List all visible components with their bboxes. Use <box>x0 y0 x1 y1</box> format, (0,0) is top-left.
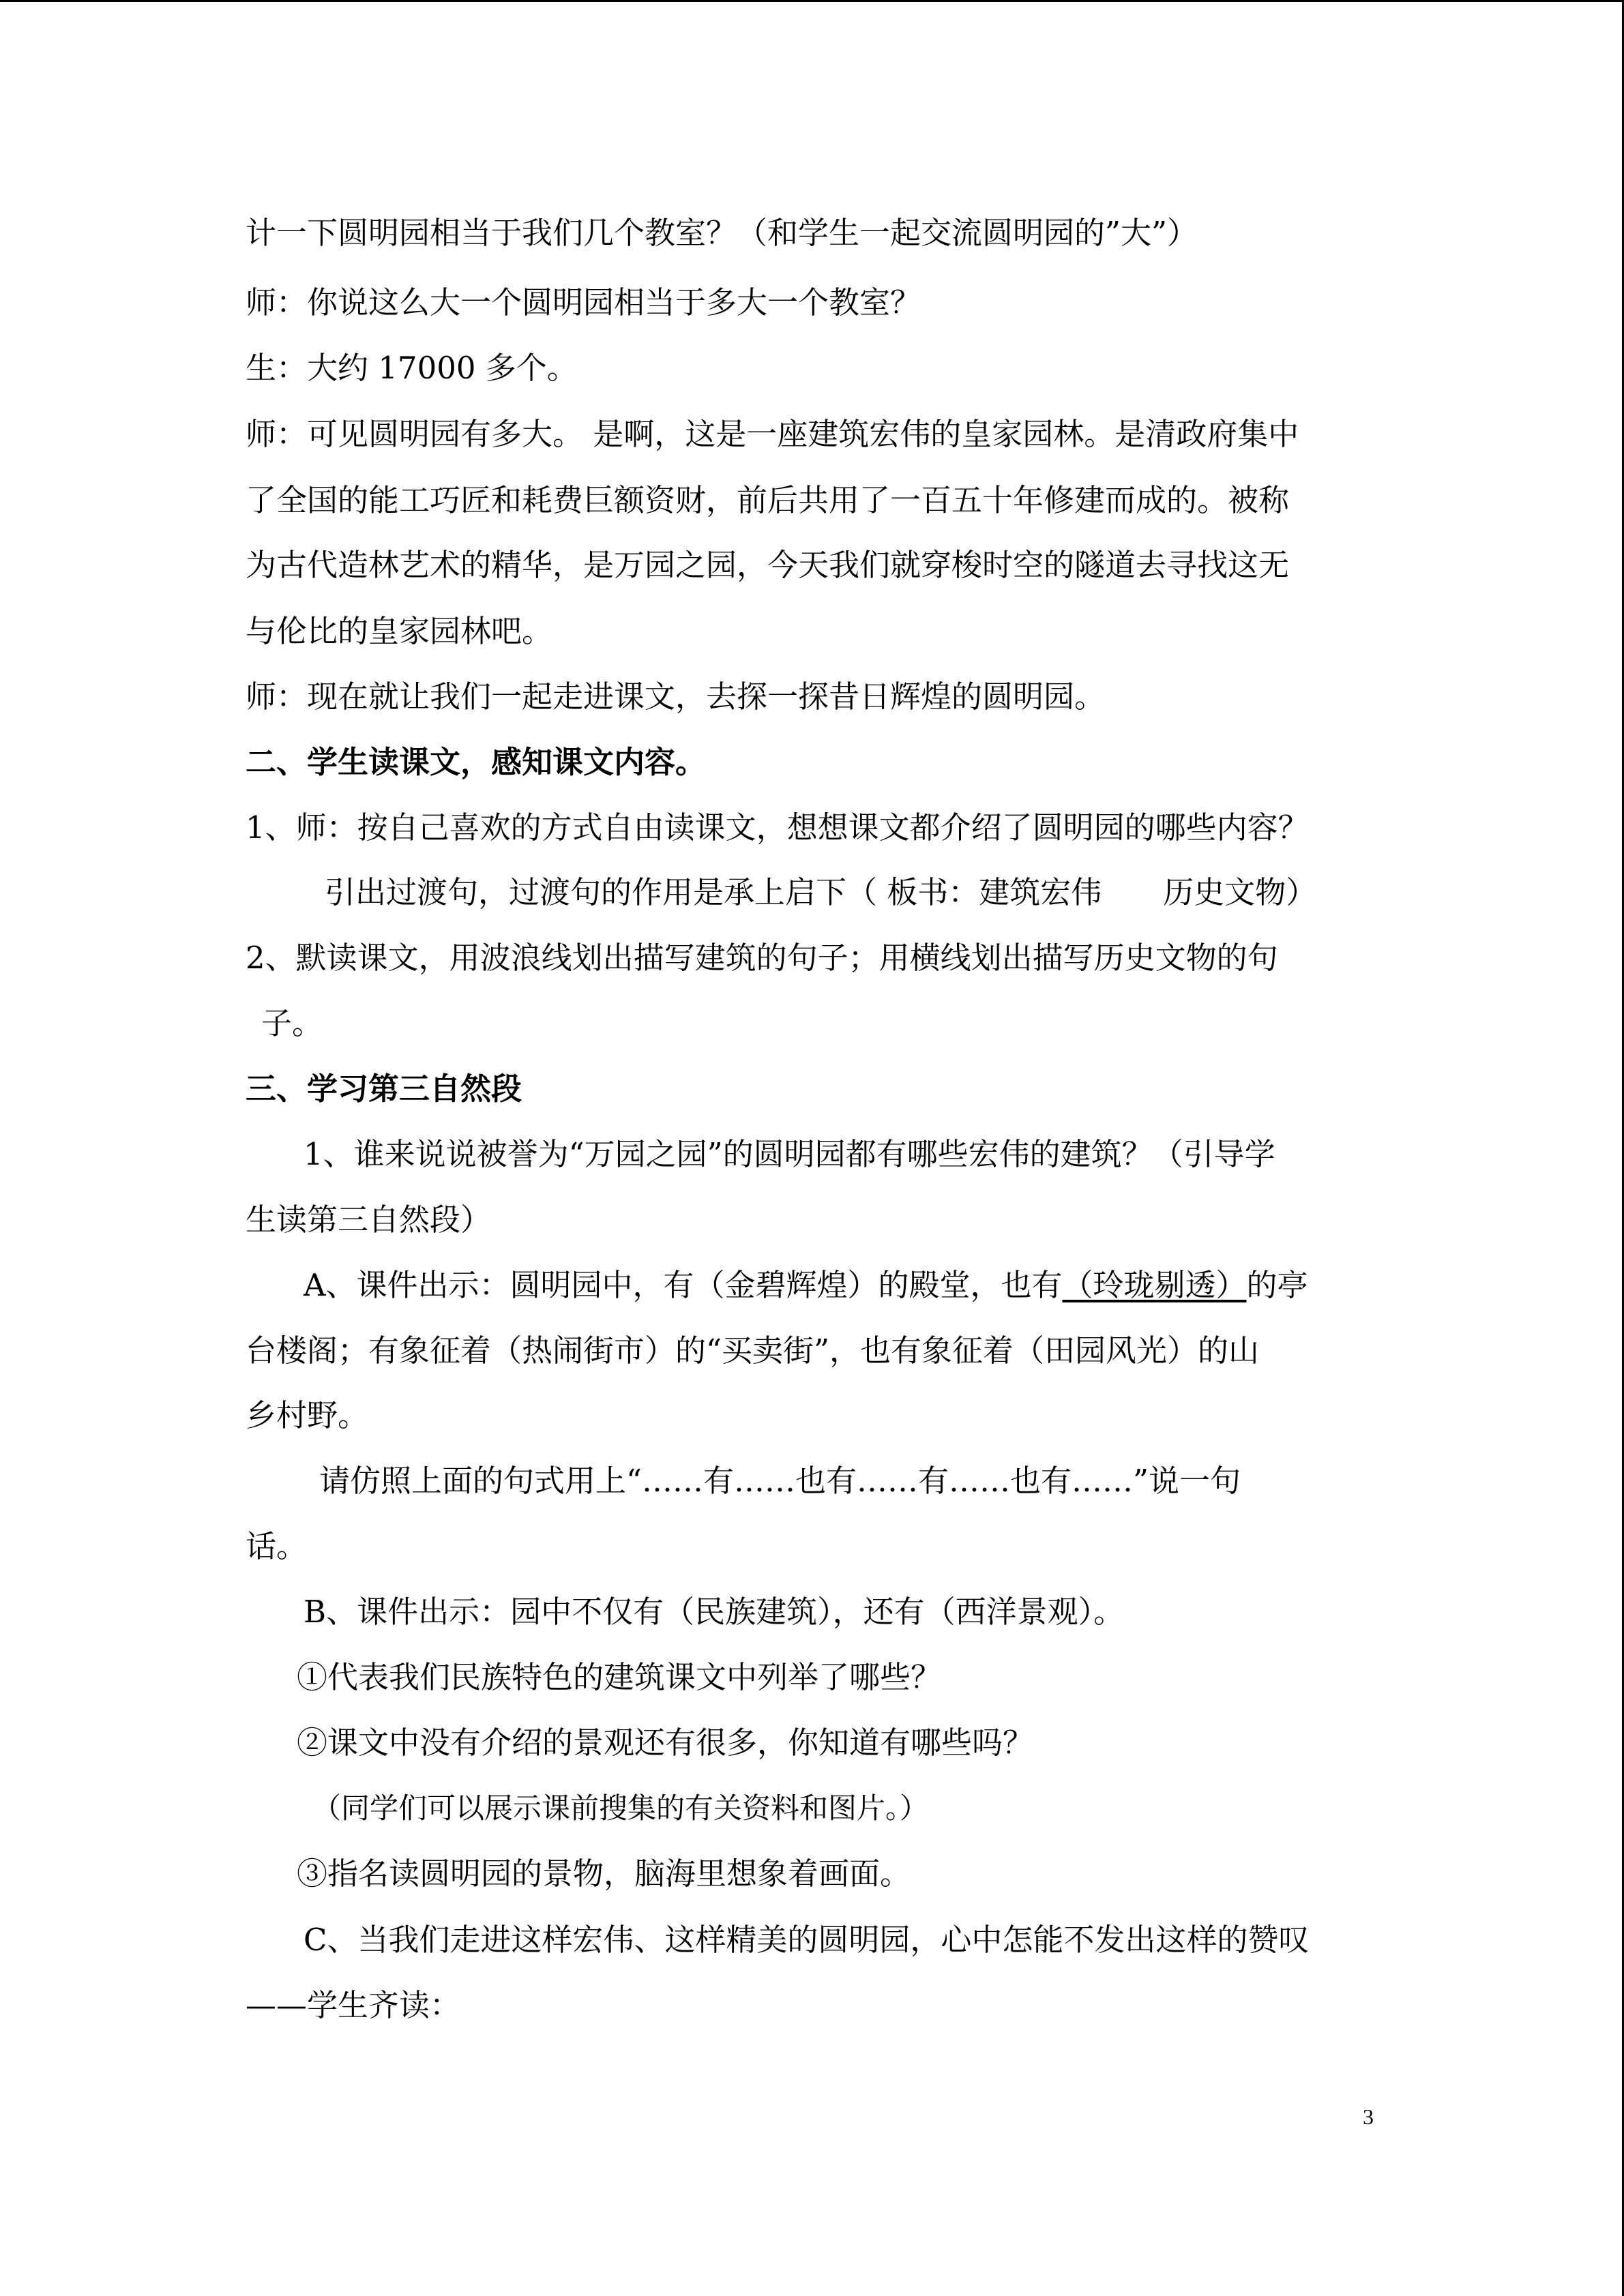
text-line: 1、谁来说说被誉为“万园之园”的圆明园都有哪些宏伟的建筑？（引导学 <box>304 1136 1275 1172</box>
text-line: 计一下圆明园相当于我们几个教室？（和学生一起交流圆明园的”大”） <box>246 215 1198 251</box>
text-line: 请仿照上面的句式用上“……有……也有……有……也有……”说一句 <box>319 1463 1241 1499</box>
text-line: 师：可见圆明园有多大。 是啊，这是一座建筑宏伟的皇家园林。是清政府集中 <box>246 416 1299 452</box>
text-line: 子。 <box>261 1005 323 1041</box>
text-line-a <box>304 1265 1308 1306</box>
line-a-underlined: （玲珑剔透） <box>1062 1267 1247 1303</box>
section-heading: 二、学生读课文，感知课文内容。 <box>246 744 707 780</box>
text-line: ③指名读圆明园的景物，脑海里想象着画面。 <box>297 1855 911 1892</box>
page-top-border <box>0 0 1624 2</box>
text-line: B、课件出示：园中不仅有（民族建筑），还有（西洋景观）。 <box>304 1594 1125 1630</box>
text-line: ②课文中没有介绍的景观还有很多，你知道有哪些吗？ <box>297 1725 1034 1761</box>
page-number: 3 <box>1363 2104 1374 2129</box>
text-line: ——学生齐读： <box>246 1987 461 2023</box>
text-line: C、当我们走进这样宏伟、这样精美的圆明园，心中怎能不发出这样的赞叹 <box>304 1922 1310 1958</box>
text-line: （同学们可以展示课前搜集的有关资料和图片。） <box>312 1791 929 1825</box>
text-line: 生读第三自然段） <box>246 1202 492 1238</box>
text-line: 引出过渡句，过渡句的作用是承上启下（ 板书：建筑宏伟 历史文物） <box>325 874 1317 910</box>
text-line: 生：大约 17000 多个。 <box>246 350 578 386</box>
section-heading: 三、学习第三自然段 <box>246 1071 522 1107</box>
text-line: 话。 <box>246 1528 308 1564</box>
text-line: 1、师：按自己喜欢的方式自由读课文，想想课文都介绍了圆明园的哪些内容？ <box>246 809 1309 846</box>
text-line: 与伦比的皇家园林吧。 <box>246 613 553 649</box>
text-line: 台楼阁；有象征着（热闹街市）的“买卖街”，也有象征着（田园风光）的山 <box>246 1332 1260 1369</box>
text-line: 了全国的能工巧匠和耗费巨额资财，前后共用了一百五十年修建而成的。被称 <box>246 482 1290 518</box>
line-a-after: 的亭 <box>1246 1267 1308 1303</box>
text-line: 乡村野。 <box>246 1397 369 1433</box>
text-line: 为古代造林艺术的精华，是万园之园，今天我们就穿梭时空的隧道去寻找这无 <box>246 547 1290 583</box>
line-a-before: A、课件出示：圆明园中，有（金碧辉煌）的殿堂，也有 <box>304 1267 1063 1303</box>
text-line: 2、默读课文，用波浪线划出描写建筑的句子；用横线划出描写历史文物的句 <box>246 940 1278 976</box>
text-line: ①代表我们民族特色的建筑课文中列举了哪些？ <box>297 1659 942 1695</box>
text-line: 师：现在就让我们一起走进课文，去探一探昔日辉煌的圆明园。 <box>246 679 1106 715</box>
text-line: 师：你说这么大一个圆明园相当于多大一个教室？ <box>246 284 921 320</box>
